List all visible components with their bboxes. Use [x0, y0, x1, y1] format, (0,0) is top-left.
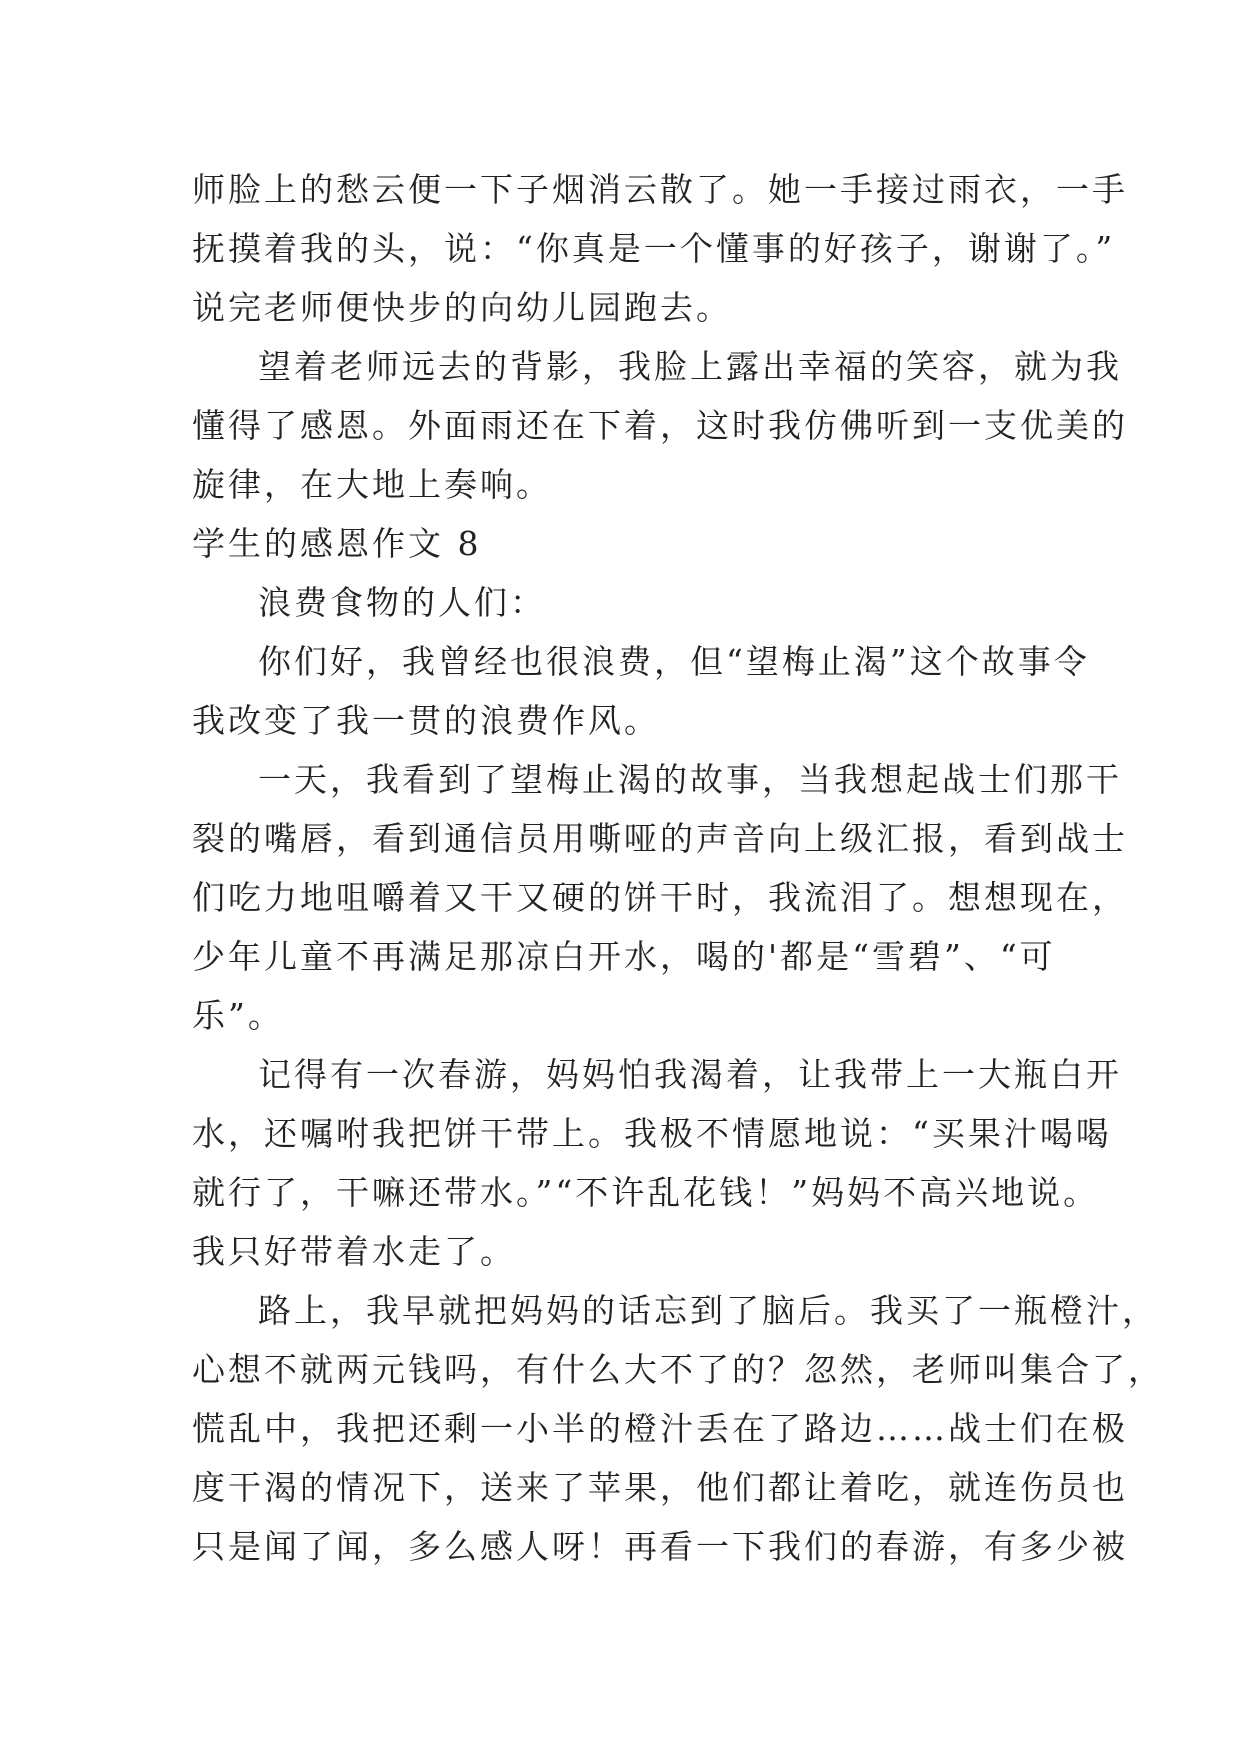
text-line: 你们好，我曾经也很浪费，但“望梅止渴”这个故事令 — [258, 642, 1090, 681]
paragraph — [192, 573, 1052, 632]
paragraph — [192, 750, 1128, 1045]
text-line: 旋律，在大地上奏响。 — [192, 465, 552, 504]
text-line: 乐”。 — [192, 996, 284, 1035]
text-line: 我改变了我一贯的浪费作风。 — [192, 701, 660, 740]
text-line: 就行了，干嘛还带水。”“不许乱花钱！”妈妈不高兴地说。 — [192, 1173, 1100, 1212]
text-line: 少年儿童不再满足那凉白开水，喝的'都是“雪碧”、“可 — [192, 937, 1056, 976]
document-body — [192, 160, 1164, 1576]
text-line: 裂的嘴唇，看到通信员用嘶哑的声音向上级汇报，看到战士 — [192, 819, 1128, 858]
paragraph — [192, 160, 1128, 337]
text-line: 只是闻了闻，多么感人呀！再看一下我们的春游，有多少被 — [192, 1527, 1128, 1566]
text-line: 望着老师远去的背影，我脸上露出幸福的笑容，就为我 — [258, 347, 1122, 386]
text-line: 懂得了感恩。外面雨还在下着，这时我仿佛听到一支优美的 — [192, 406, 1128, 445]
text-line: 师脸上的愁云便一下子烟消云散了。她一手接过雨衣，一手 — [192, 170, 1128, 209]
paragraph — [192, 632, 1090, 750]
text-line: 路上，我早就把妈妈的话忘到了脑后。我买了一瓶橙汁， — [258, 1291, 1158, 1330]
paragraph — [192, 337, 1128, 514]
text-line: 抚摸着我的头，说：“你真是一个懂事的好孩子，谢谢了。” — [192, 229, 1116, 268]
text-line: 水，还嘱咐我把饼干带上。我极不情愿地说：“买果汁喝喝 — [192, 1114, 1112, 1153]
text-line: 们吃力地咀嚼着又干又硬的饼干时，我流泪了。想想现在， — [192, 878, 1128, 917]
text-line: 我只好带着水走了。 — [192, 1232, 516, 1271]
paragraph — [192, 1281, 1164, 1576]
section-heading: 学生的感恩作文 8 — [192, 524, 482, 563]
text-line: 记得有一次春游，妈妈怕我渴着，让我带上一大瓶白开 — [258, 1055, 1122, 1094]
paragraph — [192, 1045, 1122, 1281]
text-line: 度干渴的情况下，送来了苹果，他们都让着吃，就连伤员也 — [192, 1468, 1128, 1507]
text-line: 心想不就两元钱吗，有什么大不了的？忽然，老师叫集合了， — [192, 1350, 1164, 1389]
text-line: 说完老师便快步的向幼儿园跑去。 — [192, 288, 732, 327]
text-line: 一天，我看到了望梅止渴的故事，当我想起战士们那干 — [258, 760, 1122, 799]
text-line: 慌乱中，我把还剩一小半的橙汁丢在了路边……战士们在极 — [192, 1409, 1128, 1448]
text-line: 浪费食物的人们： — [258, 583, 546, 622]
